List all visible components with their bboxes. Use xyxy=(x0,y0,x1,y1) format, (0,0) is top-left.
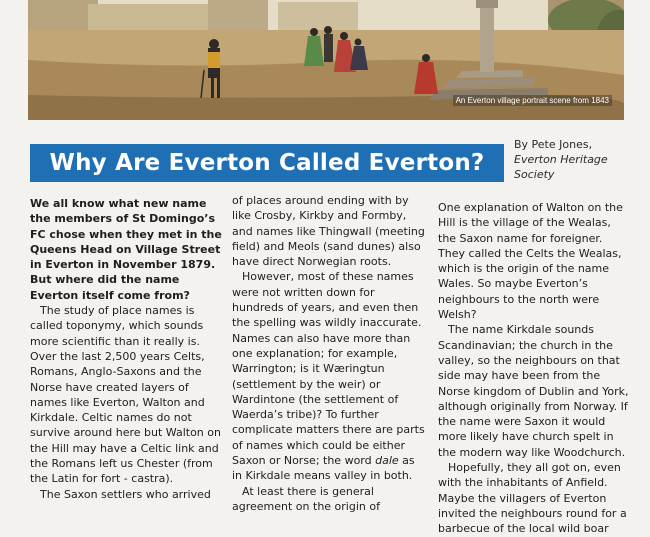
article-column-2 xyxy=(232,193,428,514)
paragraph-toponymy: The study of place names is called toponymy, which sounds more scientific than it really is. Over the last 2,500 years Celts, Romans, Anglo-Saxons and the Norse have created layers of names like Everton, Walton and Kirkdale. Celtic names do not survive around here but Walton on the Hill may have a Celtic link and the Romans left us Chester (from the Latin for fort - castra). xyxy=(30,304,221,486)
article-column-1 xyxy=(30,196,222,502)
paragraph-norse-names: of places around ending with by like Crosby, Kirkby and Formby, and names like Thingwall (meeting field) and Meols (sand dunes) also have direct Norwegian roots. xyxy=(232,194,425,269)
word-dale: dale xyxy=(375,454,399,468)
article-column-3 xyxy=(438,200,630,537)
article-title: Why Are Everton Called Everton? xyxy=(49,150,485,176)
paragraph-walton: One explanation of Walton on the Hill is the village of the Wealas, the Saxon name for foreigner. They called the Celts the Wealas, which is the origin of the name Wales. So maybe Everton’s neighbours to the north were Welsh? xyxy=(438,201,623,322)
everton-village-illustration xyxy=(28,0,624,120)
paragraph-kirkdale: The name Kirkdale sounds Scandinavian; the church in the valley, so the neighbours on that side may have been from the Norse kingdom of Dublin and York, although originally from Norway. If the name were Saxon it would more likely have church spelt in the modern way like Woodchurch. xyxy=(438,323,629,459)
byline-organisation: Everton Heritage Society xyxy=(514,153,608,181)
paragraph-agreement: At least there is general agreement on the origin of xyxy=(232,484,380,513)
byline-author: By Pete Jones, xyxy=(514,138,593,151)
paragraph-spelling xyxy=(232,269,428,483)
illustration-caption: An Everton village portrait scene from 1843 xyxy=(453,95,612,106)
paragraph-spelling-text: However, most of these names were not written down for hundreds of years, and even then the spelling was wildly inaccurate. Names can also have more than one explanation; for example, Warrington; is it Wæringtun (settlement by the weir) or Wardintone (the settlement of Waerda’s tribe)? To further complicate matters there are parts of names which could be either Saxon or Norse; the word xyxy=(232,270,425,468)
paragraph-anfield: Hopefully, they all got on, even with the inhabitants of Anfield. Maybe the villagers of Everton invited the neighbours round for a barbecue of the local wild boar xyxy=(438,461,627,536)
paragraph-saxon-settlers: The Saxon settlers who arrived xyxy=(40,487,211,501)
title-bar xyxy=(30,144,504,182)
byline xyxy=(514,137,644,182)
article-intro: We all know what new name the members of St Domingo’s FC chose when they met in the Queens Head on Village Street in Everton in November 1879. But where did the name Everton itself come from? xyxy=(30,197,222,302)
paragraph-spelling-end: as in Kirkdale means valley in both. xyxy=(232,454,415,483)
